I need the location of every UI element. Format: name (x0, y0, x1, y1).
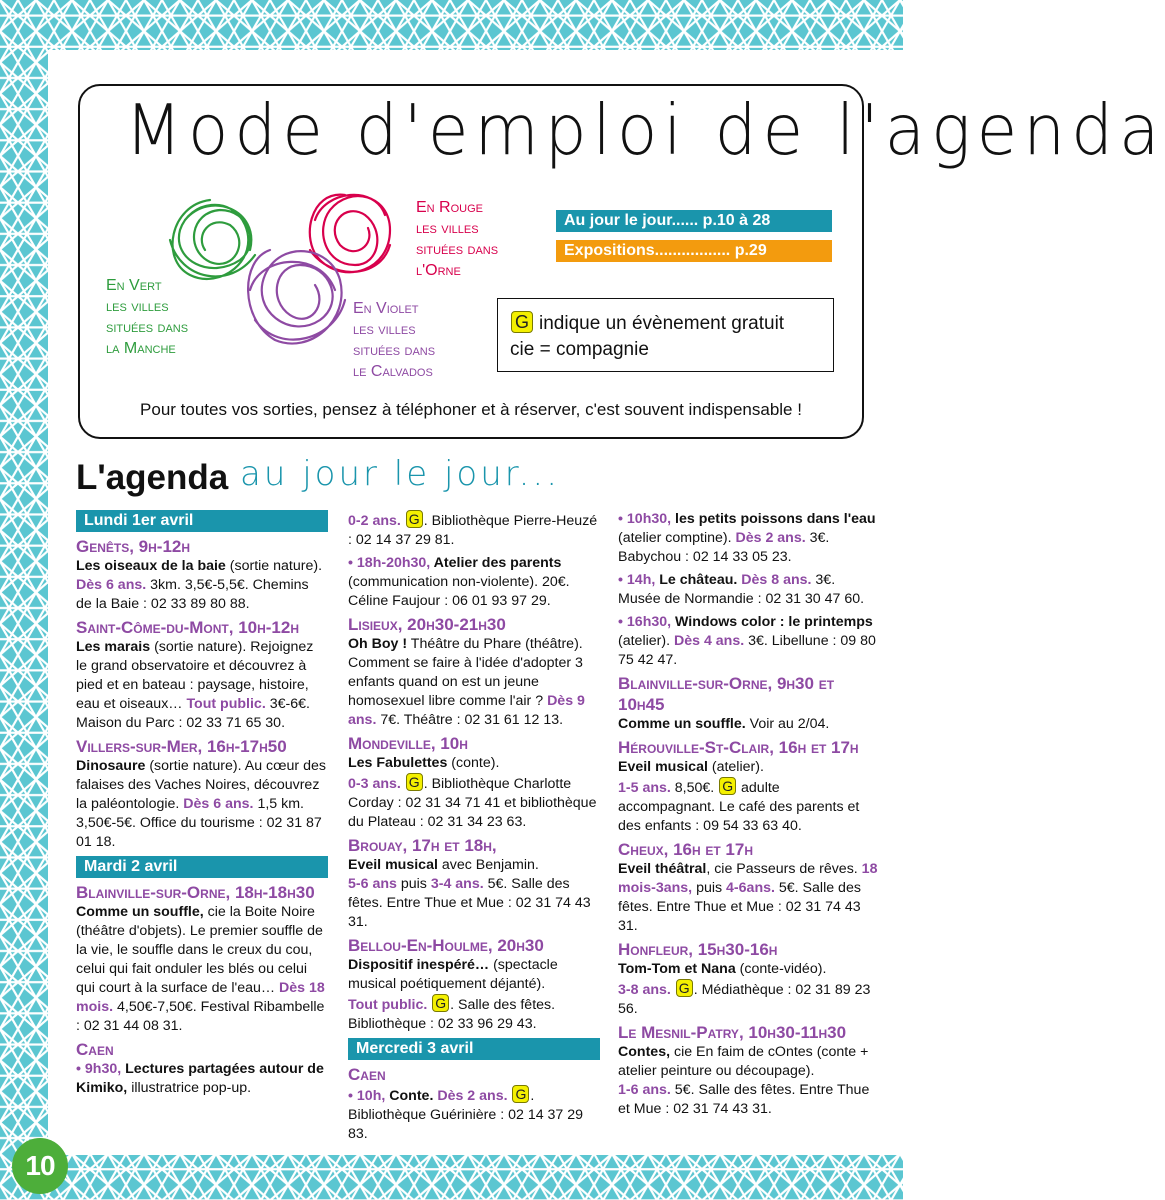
agenda-heading: L'agenda (76, 458, 229, 497)
agenda-subheading: au jour le jour... (240, 454, 561, 494)
info-free-line: G indique un évènement gratuit (510, 311, 784, 335)
event-entry: Contes, cie En faim de cOntes (conte + atelier peinture ou découpage). 1-6 ans. 5€. Salle des fêtes. Entre Thue et Mue : 02 31 74 43 31. (618, 1044, 870, 1117)
event-entry: • 18h-20h30, Atelier des parents (communication non-violente). 20€. Céline Faujour : 06 01 93 97 29. (348, 555, 570, 609)
event-entry: Eveil musical avec Benjamin. 5-6 ans puis 3-4 ans. 5€. Salle des fêtes. Entre Thue et Mue : 02 31 74 43 31. (348, 857, 591, 930)
town-saint-come: Saint-Côme-du-Mont, 10h-12h (76, 618, 300, 637)
booking-notice: Pour toutes vos sorties, pensez à téléphoner et à réserver, c'est souvent indispensable ! (140, 400, 802, 419)
free-badge-icon: G (719, 777, 736, 795)
event-entry: • 9h30, Lectures partagées autour de Kimiko, illustratrice pop-up. (76, 1061, 324, 1096)
agenda-column-1 (76, 510, 328, 1101)
legend-green: En Vert les villes situées dans la Manche (106, 277, 189, 357)
event-entry: 0-2 ans. G . Bibliothèque Pierre-Heuzé : 02 14 37 29 81. (348, 511, 598, 548)
page-number-badge: 10 (12, 1138, 68, 1194)
town-bellou: Bellou-En-Houlme, 20h30 (348, 936, 544, 955)
nav-expositions[interactable]: Expositions................. p.29 (556, 240, 832, 262)
legend-violet: En Violet les villes situées dans le Calvados (353, 300, 436, 380)
town-blainville: Blainville-sur-Orne, 9h30 et 10h45 (618, 674, 835, 714)
town-le-mesnil-patry: Le Mesnil-Patry, 10h30-11h30 (618, 1023, 847, 1042)
event-entry: Eveil théâtral, cie Passeurs de rêves. 18 mois-3ans, puis 4-6ans. 5€. Salle des fêtes. Entre Thue et Mue : 02 31 74 43 31. (618, 861, 878, 934)
free-badge-icon: G (511, 311, 533, 333)
day-header-lundi: Lundi 1er avril (76, 510, 328, 532)
event-entry: Eveil musical (atelier). 1-5 ans. 8,50€. G adulte accompagnant. Le café des parents et des enfants : 09 54 33 63 40. (618, 759, 860, 834)
info-box (497, 298, 834, 372)
info-cie-line: cie = compagnie (510, 339, 649, 360)
town-herouville: Hérouville-St-Clair, 16h et 17h (618, 738, 859, 757)
town-mondeville: Mondeville, 10h (348, 734, 468, 753)
event-entry: Tom-Tom et Nana (conte-vidéo). 3-8 ans. G . Médiathèque : 02 31 89 23 56. (618, 961, 871, 1017)
town-villers: Villers-sur-Mer, 16h-17h50 (76, 737, 287, 756)
mode-emploi-title: Mode d'emploi de l'agenda (125, 90, 1165, 171)
event-entry: Les marais (sortie nature). Rejoignez le grand observatoire et découvrez à pied et en bateau : paysage, histoire, eau et oiseaux… Tout public. 3€-6€. Maison du Parc : 02 33 71 65 30. (76, 639, 314, 731)
free-badge-icon: G (676, 979, 693, 997)
free-badge-icon: G (406, 510, 423, 528)
legend-red: En Rouge les villes situées dans l'Orne (416, 199, 499, 279)
day-header-mardi: Mardi 2 avril (76, 856, 328, 878)
town-genets: Genêts, 9h-12h (76, 537, 191, 556)
town-honfleur: Honfleur, 15h30-16h (618, 940, 778, 959)
town-blainville: Blainville-sur-Orne, 18h-18h30 (76, 883, 315, 902)
town-lisieux: Lisieux, 20h30-21h30 (348, 615, 506, 634)
event-entry: Oh Boy ! Théâtre du Phare (théâtre). Comment se faire à l'idée d'adopter 3 enfants quand on est un jeune homosexuel libre comme l'air ? Dès 9 ans. 7€. Théâtre : 02 31 61 12 13. (348, 636, 585, 728)
event-entry: • 16h30, Windows color : le printemps (atelier). Dès 4 ans. 3€. Libellune : 09 80 75 42 47. (618, 614, 876, 668)
town-caen: Caen (76, 1040, 114, 1059)
town-brouay: Brouay, 17h et 18h, (348, 836, 497, 855)
event-entry: Les oiseaux de la baie (sortie nature). Dès 6 ans. 3km. 3,5€-5,5€. Chemins de la Baie : 02 33 89 80 88. (76, 558, 323, 612)
agenda-column-3 (618, 510, 878, 1122)
event-entry: • 10h30, les petits poissons dans l'eau (atelier comptine). Dès 2 ans. 3€. Babychou : 02 14 33 05 23. (618, 511, 876, 565)
nav-au-jour-le-jour[interactable]: Au jour le jour...... p.10 à 28 (556, 210, 832, 232)
event-entry: • 10h, Conte. Dès 2 ans. G . Bibliothèque Guérinière : 02 14 37 29 83. (348, 1086, 584, 1142)
event-entry: Comme un souffle. Voir au 2/04. (618, 716, 830, 732)
event-entry: Comme un souffle, cie la Boite Noire (théâtre d'objets). Le premier souffle de la vie, le souffle dans le creux du cou, celui qui fait onduler les blés ou celui qui court à la surface de l'eau… Dès 18 mois. 4,50€-7,50€. Festival Ribambelle : 02 31 44 08 31. (76, 904, 325, 1034)
town-caen: Caen (348, 1065, 386, 1084)
free-badge-icon: G (512, 1085, 529, 1103)
free-badge-icon: G (432, 994, 449, 1012)
event-entry: Dinosaure (sortie nature). Au cœur des falaises des Vaches Noires, découvrez la paléontologie. Dès 6 ans. 1,5 km. 3,50€-5€. Office du tourisme : 02 31 87 01 18. (76, 758, 326, 850)
event-entry: • 14h, Le château. Dès 8 ans. 3€. Musée de Normandie : 02 31 30 47 60. (618, 572, 865, 607)
agenda-column-2 (348, 510, 600, 1147)
event-entry: Dispositif inespéré… (spectacle musical poétiquement déjanté). Tout public. G . Salle des fêtes. Bibliothèque : 02 33 96 29 43. (348, 957, 558, 1032)
town-cheux: Cheux, 16h et 17h (618, 840, 753, 859)
free-badge-icon: G (406, 773, 423, 791)
event-entry: Les Fabulettes (conte). 0-3 ans. G . Bibliothèque Charlotte Corday : 02 31 34 71 41 et bibliothèque du Plateau : 02 31 34 23 63. (348, 755, 597, 830)
day-header-mercredi: Mercredi 3 avril (348, 1038, 600, 1060)
